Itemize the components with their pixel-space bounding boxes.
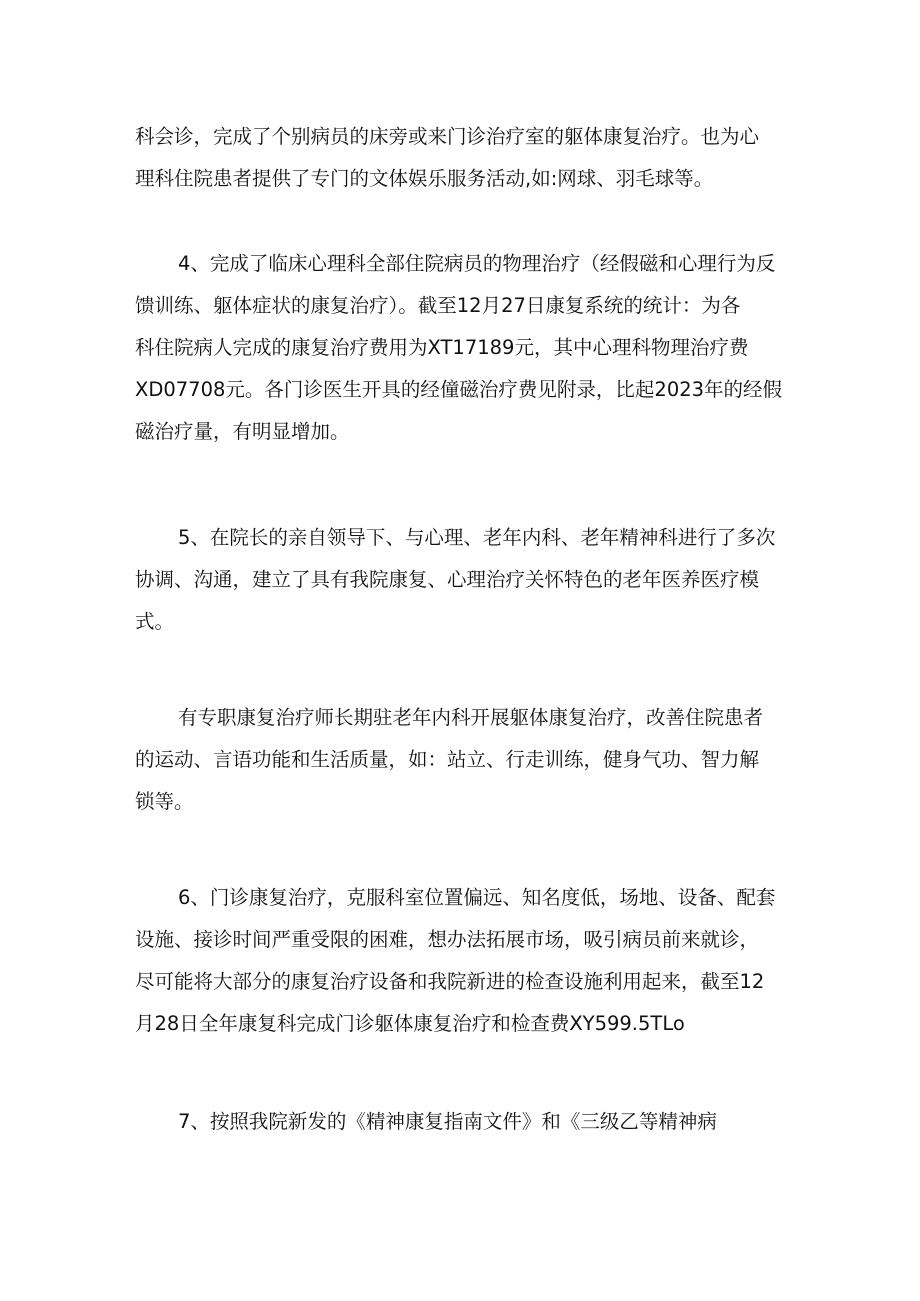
text-line: 科住院病人完成的康复治疗费用为XT17189元，其中心理科物理治疗费: [135, 336, 749, 359]
text-line: 科会诊，完成了个别病员的床旁或来门诊治疗室的躯体康复治疗。也为心: [135, 125, 760, 148]
text-line: 式。: [135, 610, 175, 633]
paragraph-item-7: [135, 1101, 785, 1143]
text-line: 锁等。: [135, 790, 194, 813]
text-line: 6、门诊康复治疗，克服科室位置偏远、知名度低，场地、设备、配套: [178, 886, 776, 909]
text-line: 设施、接诊时间严重受限的困难，想办法拓展市场，吸引病员前来就诊，: [135, 928, 760, 951]
paragraph-item-5: [135, 517, 785, 643]
paragraph-item-4: [135, 243, 785, 453]
text-line: 4、完成了临床心理科全部住院病员的物理治疗（经假磁和心理行为反: [178, 252, 776, 275]
paragraph-staff: [135, 697, 785, 823]
text-line: 有专职康复治疗师长期驻老年内科开展躯体康复治疗，改善住院患者: [178, 706, 764, 729]
text-line: XD07708元。各门诊医生开具的经僮磁治疗费见附录，比起2023年的经假: [135, 378, 783, 401]
paragraph-continuation: [135, 116, 785, 200]
text-line: 尽可能将大部分的康复治疗设备和我院新进的检查设施利用起来，截至12: [135, 970, 765, 993]
text-line: 的运动、言语功能和生活质量，如：站立、行走训练，健身气功、智力解: [135, 748, 760, 771]
text-line: 磁治疗量，有明显增加。: [135, 420, 350, 443]
text-line: 馈训练、躯体症状的康复治疗）。截至12月27日康复系统的统计：为各: [135, 294, 741, 317]
paragraph-item-6: [135, 877, 785, 1045]
text-line: 月28日全年康复科完成门诊躯体康复治疗和检查费XY599.5TLo: [135, 1012, 685, 1035]
text-line: 理科住院患者提供了专门的文体娱乐服务活动,如:网球、羽毛球等。: [135, 167, 714, 190]
text-line: 5、在院长的亲自领导下、与心理、老年内科、老年精神科进行了多次: [178, 526, 776, 549]
text-line: 协调、沟通，建立了具有我院康复、心理治疗关怀特色的老年医养医疗模: [135, 568, 760, 591]
text-line: 7、按照我院新发的《精神康复指南文件》和《三级乙等精神病: [178, 1110, 717, 1133]
